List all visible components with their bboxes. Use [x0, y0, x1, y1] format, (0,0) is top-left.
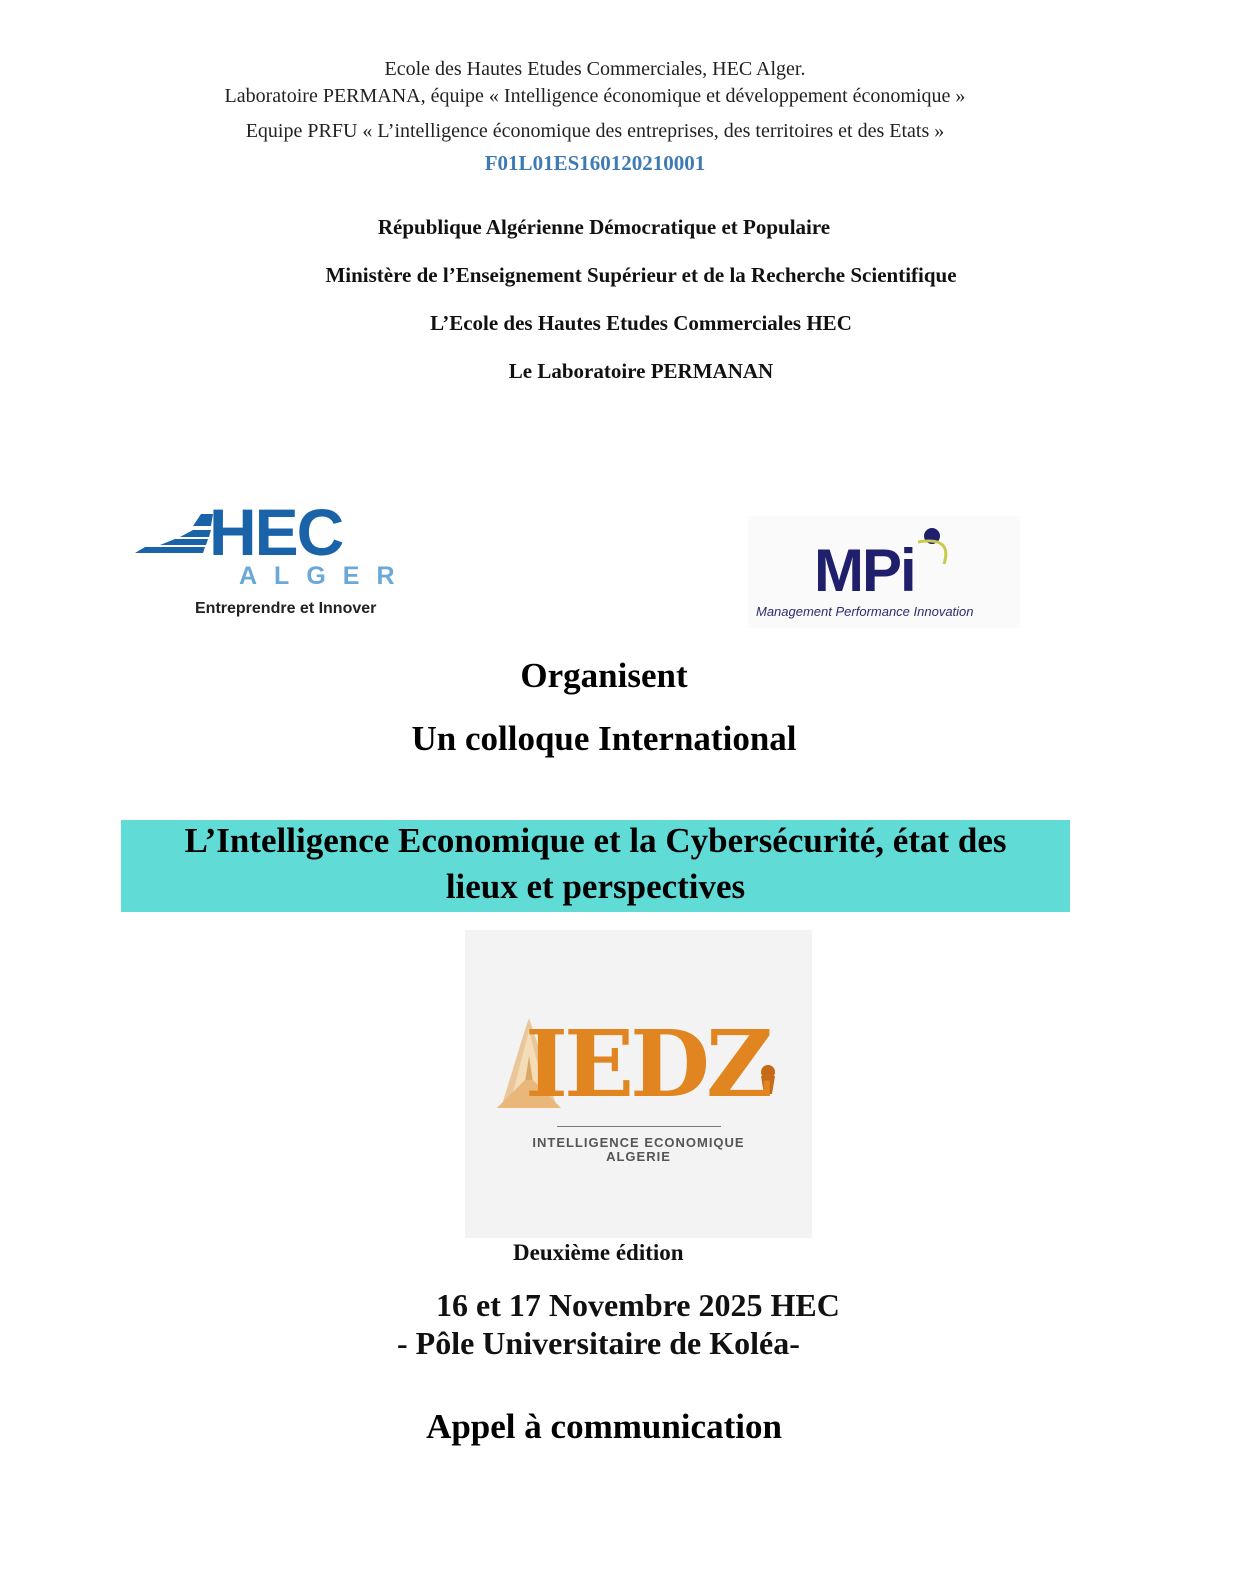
mpi-logo-wordmark: MPi: [814, 537, 915, 604]
iedz-logo-divider: [557, 1126, 721, 1127]
header-lab-line: Laboratoire PERMANA, équipe « Intelligence économique et développement économique »: [224, 85, 966, 107]
header-school-line: Ecole des Hautes Etudes Commerciales, HEC Alger.: [384, 58, 806, 80]
event-title-line2: lieux et perspectives: [445, 867, 746, 906]
ministry-title: Ministère de l’Enseignement Supérieur et de la Recherche Scientifique: [325, 263, 957, 287]
hec-logo-wordmark: HEC: [209, 495, 343, 569]
event-title: [121, 818, 1070, 910]
mpi-logo: [748, 516, 1020, 628]
mpi-logo-tagline: Management Performance Innovation: [756, 604, 974, 619]
hec-logo-city: ALGER: [239, 562, 412, 590]
call-for-papers: Appel à communication: [426, 1407, 782, 1446]
lab-title: Le Laboratoire PERMANAN: [508, 359, 774, 383]
event-venue: - Pôle Universitaire de Koléa-: [397, 1325, 800, 1361]
hec-logo-tagline: Entreprendre et Innover: [195, 600, 377, 617]
school-title: L’Ecole des Hautes Etudes Commerciales HEC: [430, 311, 852, 335]
hec-logo: [135, 495, 412, 628]
event-dates: 16 et 17 Novembre 2025 HEC: [436, 1287, 840, 1323]
organise-heading: Organisent: [520, 656, 688, 695]
event-type-heading: Un colloque International: [411, 719, 797, 758]
iedz-logo-text: IEDZ: [525, 1010, 770, 1118]
edition-label: Deuxième édition: [513, 1240, 684, 1265]
iedz-logo: [465, 930, 812, 1238]
project-code: F01L01ES160120210001: [484, 151, 706, 175]
iedz-logo-line2: ALGERIE: [606, 1149, 671, 1164]
event-title-line1: L’Intelligence Economique et la Cybersécurité, état des: [184, 821, 1007, 860]
republic-title: République Algérienne Démocratique et Populaire: [377, 215, 831, 239]
iedz-logo-wordmark: [525, 1010, 770, 1118]
iedz-logo-line1: INTELLIGENCE ECONOMIQUE: [532, 1135, 745, 1150]
header-team-line: Equipe PRFU « L’intelligence économique des entreprises, des territoires et des Etats »: [245, 120, 945, 142]
